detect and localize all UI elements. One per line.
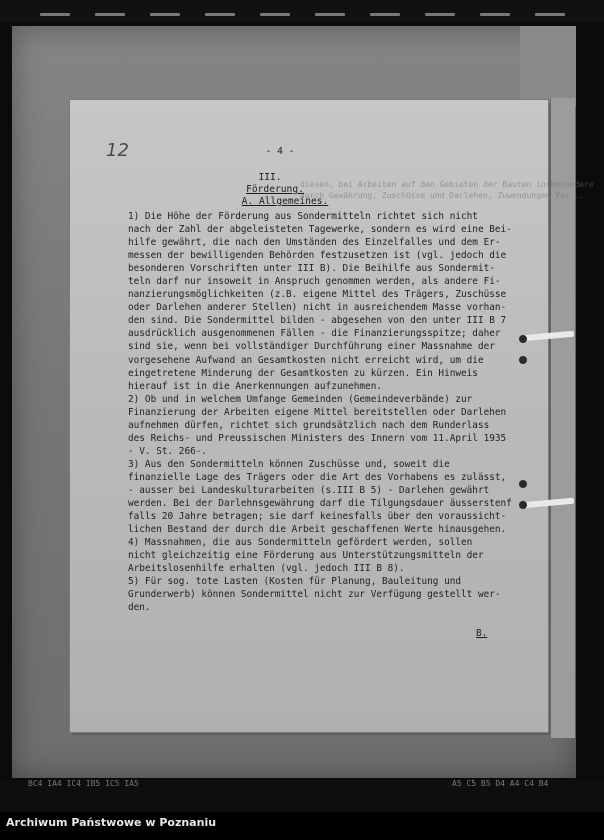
film-perforation [315, 13, 345, 16]
subsection-title: A. Allgemeines. [241, 196, 329, 207]
text-line: sind sie, wenn bei vollständiger Durchführung einer Massnahme der [128, 341, 495, 353]
bleed-through-text [300, 179, 594, 201]
film-code-left: BC4 IA4 IC4 IB5 IC5 IA5 [28, 779, 139, 788]
text-line: falls 20 Jahre betragen; sie darf keinesfalls über den voraussicht- [128, 511, 507, 523]
bleed-through-line: diesen, bei Arbeiten auf den Gebieten der Bauten insbesondere [300, 180, 594, 189]
text-line: nach der Zahl der abgeleisteten Tagewerke, sondern es wird eine Bei- [128, 224, 512, 236]
film-strip-top [0, 0, 604, 22]
text-line: aufnehmen dürfen, richtet sich grundsätzlich nach dem Runderlass [128, 419, 490, 431]
text-line: teln darf nur insoweit in Anspruch genommen werden, als andere Fi- [128, 276, 501, 288]
text-line: Arbeitslosenhilfe erhalten (vgl. jedoch III B 8). [128, 563, 405, 575]
punch-hole [519, 335, 527, 343]
punch-hole [519, 356, 527, 364]
bleed-through-line: durch Gewährung, Zuschüsse und Darlehen, Zuwendungen Vor... [300, 191, 585, 200]
text-line: den. [128, 602, 151, 614]
text-line: 1) Die Höhe der Förderung aus Sondermitteln richtet sich nicht [128, 211, 478, 222]
text-line: lichen Bestand der durch die Arbeit geschaffenen Werte hinausgehen. [128, 524, 507, 536]
text-line: 3) Aus den Sondermitteln können Zuschüsse und, soweit die [128, 458, 450, 470]
text-line: 4) Massnahmen, die aus Sondermitteln gefördert werden, sollen [128, 537, 473, 549]
text-line: oder Darlehen anderer Stellen) nicht in ausreichendem Masse vorhan- [128, 302, 507, 314]
text-line: - ausser bei Landeskulturarbeiten (s.III B 5) - Darlehen gewährt [128, 484, 490, 496]
film-perforation [205, 13, 235, 16]
text-line: messen der bewilligenden Behörden festzusetzen ist (vgl. jedoch die [128, 250, 507, 262]
back-paper-tab [520, 26, 576, 106]
body-text [128, 210, 524, 614]
text-line: werden. Bei der Darlehnsgewährung darf die Tilgungsdauer äusserstenf [128, 498, 512, 510]
film-perforation [95, 13, 125, 16]
text-line: den sind. Die Sondermittel bilden - abgesehen von den unter III B 7 [128, 315, 507, 327]
film-perforation [260, 13, 290, 16]
film-perforation [150, 13, 180, 16]
film-perforation [425, 13, 455, 16]
text-line: Grunderwerb) können Sondermittel nicht zur Verfügung gestellt wer- [128, 589, 501, 601]
archive-label: Archiwum Państwowe w Poznaniu [6, 816, 217, 829]
continuation-mark: B. [476, 628, 488, 639]
text-line: hilfe gewährt, die nach den Umständen des Einzelfalles und dem Er- [128, 237, 501, 249]
film-code-right: A5 C5 B5 D4 A4 C4 B4 [452, 779, 549, 788]
text-line: eingetretene Minderung der Gesamtkosten zu kürzen. Ein Hinweis [128, 367, 478, 379]
section-number: III. [258, 172, 282, 183]
text-line: nanzierungsmöglichkeiten (z.B. eigene Mittel des Trägers, Zuschüsse [128, 289, 507, 301]
section-title: Förderung. [246, 184, 304, 195]
text-line: besonderen Vorschriften unter III B). Die Beihilfe aus Sondermit- [128, 263, 495, 275]
text-line: nicht gleichzeitig eine Förderung aus Unterstützungsmitteln der [128, 550, 484, 562]
punch-hole [519, 480, 527, 488]
text-line: 5) Für sog. tote Lasten (Kosten für Planung, Bauleitung und [128, 576, 462, 588]
text-line: - V. St. 266-. [128, 445, 208, 457]
text-line: finanzielle Lage des Trägers oder die Art des Vorhabens es zulässt, [128, 471, 507, 483]
text-line: Finanzierung der Arbeiten eigene Mittel bereitstellen oder Darlehen [128, 406, 507, 418]
film-perforation [535, 13, 565, 16]
film-perforation [370, 13, 400, 16]
handwritten-page-number: 12 [106, 140, 129, 161]
text-line: vorgesehene Aufwand an Gesamtkosten nicht erreicht wird, um die [128, 354, 484, 366]
text-line: hierauf ist in die Anerkennungen aufzunehmen. [128, 380, 382, 392]
film-perforation [40, 13, 70, 16]
text-line: des Reichs- und Preussischen Ministers des Innern vom 11.April 1935 [128, 432, 507, 444]
text-line: ausdrücklich ausgenommenen Fällen - die Finanzierungsspitze; daher [128, 328, 501, 340]
text-line: 2) Ob und in welchem Umfange Gemeinden (Gemeindeverbände) zur [128, 393, 473, 405]
punch-hole [519, 501, 527, 509]
film-perforation [480, 13, 510, 16]
page-marker: - 4 - [265, 146, 295, 157]
